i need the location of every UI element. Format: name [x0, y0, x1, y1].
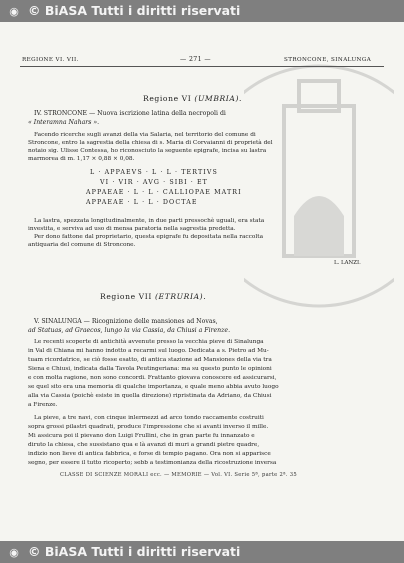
copyright-mark-icon: ◉ — [9, 5, 19, 18]
body-line: Le recenti scoperte di antichità avvenute presso la vecchia pieve di Sinalunga — [34, 339, 264, 345]
banner-bottom-text: © BiASA Tutti i diritti riservati — [28, 544, 241, 559]
inscription-line: APPAEAE · L · L · CALLIOPAE MATRI — [86, 189, 242, 196]
body-line: in Val di Chiana mi hanno indotto a recarmi sul luogo. Dedicata a s. Pietro ad Mu- — [28, 348, 269, 354]
author-signature: L. LANZI. — [334, 260, 361, 266]
section-heading-text: Regione VII — [100, 292, 152, 301]
body-line: Stroncone, entro la sagrestia della chiesa di s. Maria di Corvaianni di proprietà del — [28, 140, 273, 146]
running-header-right: STRONCONE, SINALUNGA — [284, 57, 372, 63]
body-line: diruto la chiesa, che sussistano qua e là avanzi di muri a grandi pietre quadre, — [28, 442, 260, 448]
body-line: marmorea di m. 1,17 × 0,88 × 0,08. — [28, 156, 135, 162]
body-line: indizio non lieve di antica fabbrica, e forse di tempio pagano. Ora non si appariscе — [28, 451, 271, 457]
entry-title-sinalunga: V. SINALUNGA — Ricognizione delle mansiones ad Novas, — [34, 318, 218, 325]
body-line: alla via Cassia (poichè esiste in quella direzione) ripristinata da Adriano, da Chiusi — [28, 393, 272, 399]
body-line: antiquaria del comune di Stroncone. — [28, 242, 136, 248]
entry-title-sinalunga-cont: ad Statuas, ad Graecos, lungo la via Cassia, da Chiusi a Firenze. — [28, 327, 231, 334]
section-heading-italic: (ETRURIA). — [154, 292, 207, 301]
body-line: Mi assicura poi il pievano don Luigi Frullini, che in gran parte fu innanzato e — [28, 433, 255, 439]
body-line: notaio sig. Ulisse Contessa, ho riconosciuto la seguente epigrafe, incisa su lastra — [28, 148, 267, 154]
body-line: La pieve, a tre navi, con cinque inlermezzi ad arco tondo raccamente costruiti — [34, 415, 264, 421]
body-line: tuam ricordatrice, se ciò fosse esatto, di antica stazione ad Mansiones della via tra — [28, 357, 272, 363]
page-number: — 271 — — [180, 56, 211, 63]
body-line: Facendo ricerche sugli avanzi della via Salaria, nel territorio del comune di — [34, 132, 256, 138]
watermark-seal — [244, 36, 394, 336]
inscription-line: APPAEAE · L · L · DOCTAE — [86, 199, 198, 206]
inscription-line: L · APPAEVS · L · L · TERTIVS — [90, 169, 218, 176]
running-header-left: REGIONE VI. VII. — [22, 57, 79, 63]
body-line: Per dono fattone dal proprietario, questa epigrafe fu depositata nella raccolta — [34, 234, 264, 240]
entry-title-stroncone: IV. STRONCONE — Nuova iscrizione latina della necropoli di — [34, 110, 226, 117]
body-line: sopra grossi pilastri quadrati, produce l'impressione che si avanti inverso il mille. — [28, 424, 269, 430]
copyright-banner-bottom — [0, 541, 404, 563]
banner-top-text: © BiASA Tutti i diritti riservati — [28, 3, 241, 18]
section-heading-etruria — [100, 292, 206, 301]
header-rule — [20, 66, 384, 67]
copyright-mark-icon: ◉ — [9, 546, 19, 559]
copyright-banner-top — [0, 0, 404, 22]
inscription-line: VI · VIR · AVG · SIBI · ET — [100, 179, 208, 186]
page-footer: CLASSE DI SCIENZE MORALI ecc. — MEMORIE — Vol. VI. Serie 5ª, parte 2ª. 35 — [60, 472, 297, 478]
section-heading-italic: (UMBRIA). — [194, 94, 243, 103]
body-line: La lastra, spezzata longitudinalmente, in due parti pressochè uguali, era stata — [34, 218, 265, 224]
body-line: e con molta ragione, non sono concordi. Frattanto giovava conoscere ed assicurarsi, — [28, 375, 277, 381]
body-line: segno, per essere il tutto ricoperto; sebb a testimonianza della ricostruzione inversa — [28, 460, 277, 466]
body-line: se quel sito era una memoria di qualche importanza, e quale meno abbia avuto luogo — [28, 384, 279, 390]
entry-title-stroncone-cont: « Interamna Nahars ». — [28, 119, 100, 126]
section-heading-umbria — [143, 94, 242, 103]
section-heading-text: Regione VI — [143, 94, 192, 103]
body-line: investita, e serviva ad uso di mensa paratoria nella sagrestia predetta. — [28, 226, 236, 232]
body-line: Siena e Chiusi, indicata dalla Tavola Peutingeriana: ma su questo punto le opinioni — [28, 366, 272, 372]
body-line: a Firenze. — [28, 402, 58, 408]
